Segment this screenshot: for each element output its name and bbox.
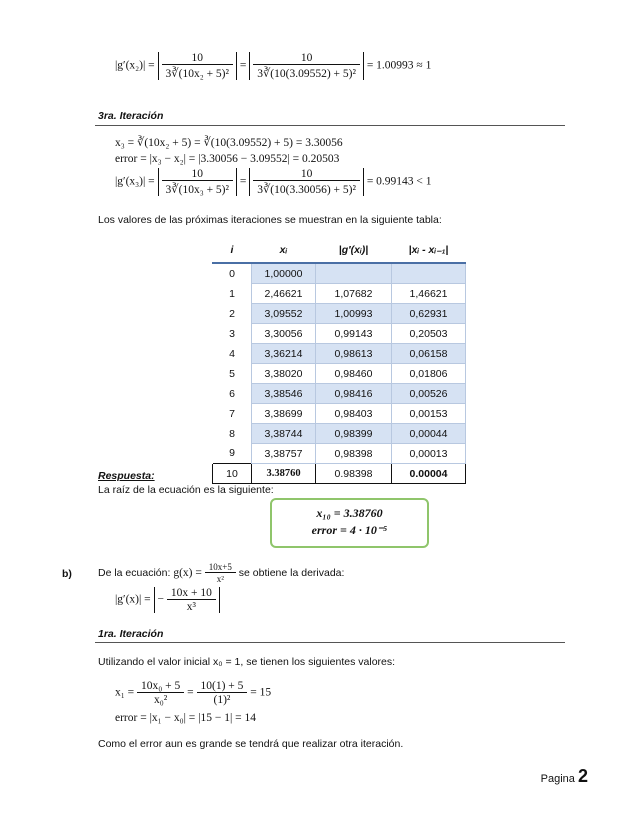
iterations-table: [212, 238, 466, 484]
frac-numerator: 10: [300, 168, 313, 180]
cell-xi: 1,00000: [252, 263, 316, 284]
table-row: [213, 424, 466, 444]
cell-gprime: 0,98398: [316, 444, 392, 464]
cell-gprime: 1,00993: [316, 304, 392, 324]
answer-label: Respuesta:: [98, 470, 155, 482]
g-prime-x3-lhs: |g′(x₃)| =: [115, 175, 155, 188]
frac-denominator: 3∛(10x₂ + 5)²: [162, 64, 233, 80]
g-prime-x3-result: = 0.99143 < 1: [366, 175, 432, 188]
cell-xi: 3,38757: [252, 444, 316, 464]
frac-denominator: 3∛(10(3.30056) + 5)²: [253, 180, 360, 196]
cell-gprime: [316, 263, 392, 284]
cell-i: 3: [213, 324, 252, 344]
cell-gprime: 0,98416: [316, 384, 392, 404]
frac-numerator: 10: [191, 168, 203, 180]
answer-text: La raíz de la ecuación es la siguiente:: [98, 484, 274, 496]
cell-xi: 3,36214: [252, 344, 316, 364]
section-heading-1: 1ra. Iteración: [98, 628, 164, 640]
cell-xi: 3,30056: [252, 324, 316, 344]
col-header-xi: xᵢ: [252, 238, 316, 263]
part-b-text-after: se obtiene la derivada:: [238, 566, 345, 579]
x1-result: = 15: [250, 686, 272, 699]
g-prime-x3-equation: |g′(x₃)| = $\frac{10}{\text{3∛(10x₃ + 5)²}}$ = $\frac{10}{\text{3∛(10(3.30056) + 5)²}}$ = 0.99143 < 1: [115, 168, 432, 196]
table-intro-text: Los valores de las próximas iteraciones se muestran en la siguiente tabla:: [98, 214, 442, 226]
answer-error: error = 4 · 10⁻⁵: [311, 523, 388, 537]
part-b-statement: [98, 562, 344, 584]
col-header-i: i: [213, 238, 252, 263]
g-prime-x2-lhs: |g′(x₂)| =: [115, 59, 155, 72]
derivative-equation: [115, 587, 220, 613]
cell-diff: 0.00004: [392, 464, 466, 484]
cell-diff: 0,00044: [392, 424, 466, 444]
answer-box: [270, 498, 429, 548]
cell-gprime: 0,98399: [316, 424, 392, 444]
cell-diff: 0,00013: [392, 444, 466, 464]
x1-lhs: x₁ =: [115, 686, 135, 699]
table-row: [213, 263, 466, 284]
table-header-row: [213, 238, 466, 263]
cell-diff: 0,00153: [392, 404, 466, 424]
cell-gprime: 0,98460: [316, 364, 392, 384]
cell-diff: 0,01806: [392, 364, 466, 384]
answer-root: x₁₀ = 3.38760: [316, 506, 383, 520]
cell-gprime: 0,98613: [316, 344, 392, 364]
cell-xi: 2,46621: [252, 284, 316, 304]
cell-gprime: 0,98403: [316, 404, 392, 424]
cell-i: 7: [213, 404, 252, 424]
cell-diff: 0,20503: [392, 324, 466, 344]
cell-i: 9: [213, 444, 252, 464]
cell-i: 0: [213, 263, 252, 284]
cell-diff: 1,46621: [392, 284, 466, 304]
cell-diff: 0,06158: [392, 344, 466, 364]
cell-xi: 3,38744: [252, 424, 316, 444]
part-b-text-before: De la ecuación:: [98, 566, 171, 579]
table-row: [213, 284, 466, 304]
x1-denominator: x₀²: [137, 692, 184, 706]
section-heading-3: 3ra. Iteración: [98, 110, 164, 122]
table-row: [213, 384, 466, 404]
cell-xi: 3,38546: [252, 384, 316, 404]
col-header-diff: |xᵢ - xᵢ₋₁|: [392, 238, 466, 263]
table-row: [213, 464, 466, 484]
cell-xi: 3.38760: [252, 464, 316, 484]
cell-i: 5: [213, 364, 252, 384]
frac-numerator: 10: [191, 52, 203, 64]
table-row: [213, 324, 466, 344]
derivative-sign: −: [157, 593, 165, 606]
cell-gprime: 1,07682: [316, 284, 392, 304]
x1-numerator-2: 10(1) + 5: [200, 680, 244, 692]
g-definition-lhs: g(x) =: [173, 566, 202, 579]
cell-i: 2: [213, 304, 252, 324]
section-divider: [95, 642, 565, 643]
section-divider: [95, 125, 565, 126]
derivative-denominator: x³: [167, 599, 216, 613]
frac-denominator: 3∛(10x₃ + 5)²: [162, 180, 233, 196]
part-b-label: b): [62, 568, 72, 580]
page-number: [541, 766, 588, 787]
table-row: [213, 444, 466, 464]
x1-equation: x₁ = $\frac{\text{10x₀ + 5}}{\text{x₀²}}$ = $\frac{10(1) + 5}{\text{(1)²}}$ = 15: [115, 680, 272, 706]
g-def-denominator: x²: [205, 572, 236, 584]
cell-diff: 0,00526: [392, 384, 466, 404]
closing-text: Como el error aun es grande se tendrá que realizar otra iteración.: [98, 738, 404, 750]
x3-equation: x₃ = ∛(10x₂ + 5) = ∛(10(3.09552) + 5) = 3.30056: [115, 137, 343, 149]
page-number-value: 2: [577, 766, 588, 786]
col-header-gprime: |g′(xᵢ)|: [316, 238, 392, 263]
frac-denominator: 3∛(10(3.09552) + 5)²: [253, 64, 360, 80]
page-label: Pagina: [540, 773, 575, 785]
table-row: [213, 364, 466, 384]
g-prime-x2-equation: |g′(x₂)| = $\frac{10}{\text{3∛(10x₂ + 5)²}}$ = $\frac{10}{\text{3∛(10(3.09552) + 5)²}}$ = 1.00993 ≈ 1: [115, 52, 432, 80]
derivative-lhs: |g′(x)| =: [115, 593, 151, 606]
table-row: [213, 404, 466, 424]
cell-i: 4: [213, 344, 252, 364]
cell-xi: 3,38699: [252, 404, 316, 424]
cell-i: 1: [213, 284, 252, 304]
x1-denominator-2: (1)²: [197, 692, 248, 706]
table-row: [213, 304, 466, 324]
cell-gprime: 0,99143: [316, 324, 392, 344]
section1-intro: Utilizando el valor inicial x₀ = 1, se tienen los siguientes valores:: [98, 656, 396, 668]
cell-i: 8: [213, 424, 252, 444]
cell-diff: [392, 263, 466, 284]
frac-numerator: 10: [300, 52, 313, 64]
cell-gprime: 0.98398: [316, 464, 392, 484]
error-x1-equation: error = |x₁ − x₀| = |15 − 1| = 14: [115, 712, 256, 724]
cell-xi: 3,38020: [252, 364, 316, 384]
table-row: [213, 344, 466, 364]
cell-i: 6: [213, 384, 252, 404]
x1-numerator: 10x₀ + 5: [141, 680, 181, 692]
g-prime-x2-result: = 1.00993 ≈ 1: [366, 59, 432, 72]
derivative-numerator: 10x + 10: [170, 587, 212, 599]
cell-xi: 3,09552: [252, 304, 316, 324]
g-def-numerator: 10x+5: [208, 562, 232, 572]
cell-diff: 0,62931: [392, 304, 466, 324]
error-x3-equation: error = |x₃ − x₂| = |3.30056 − 3.09552| = 0.20503: [115, 153, 340, 165]
cell-i: 10: [213, 464, 252, 484]
